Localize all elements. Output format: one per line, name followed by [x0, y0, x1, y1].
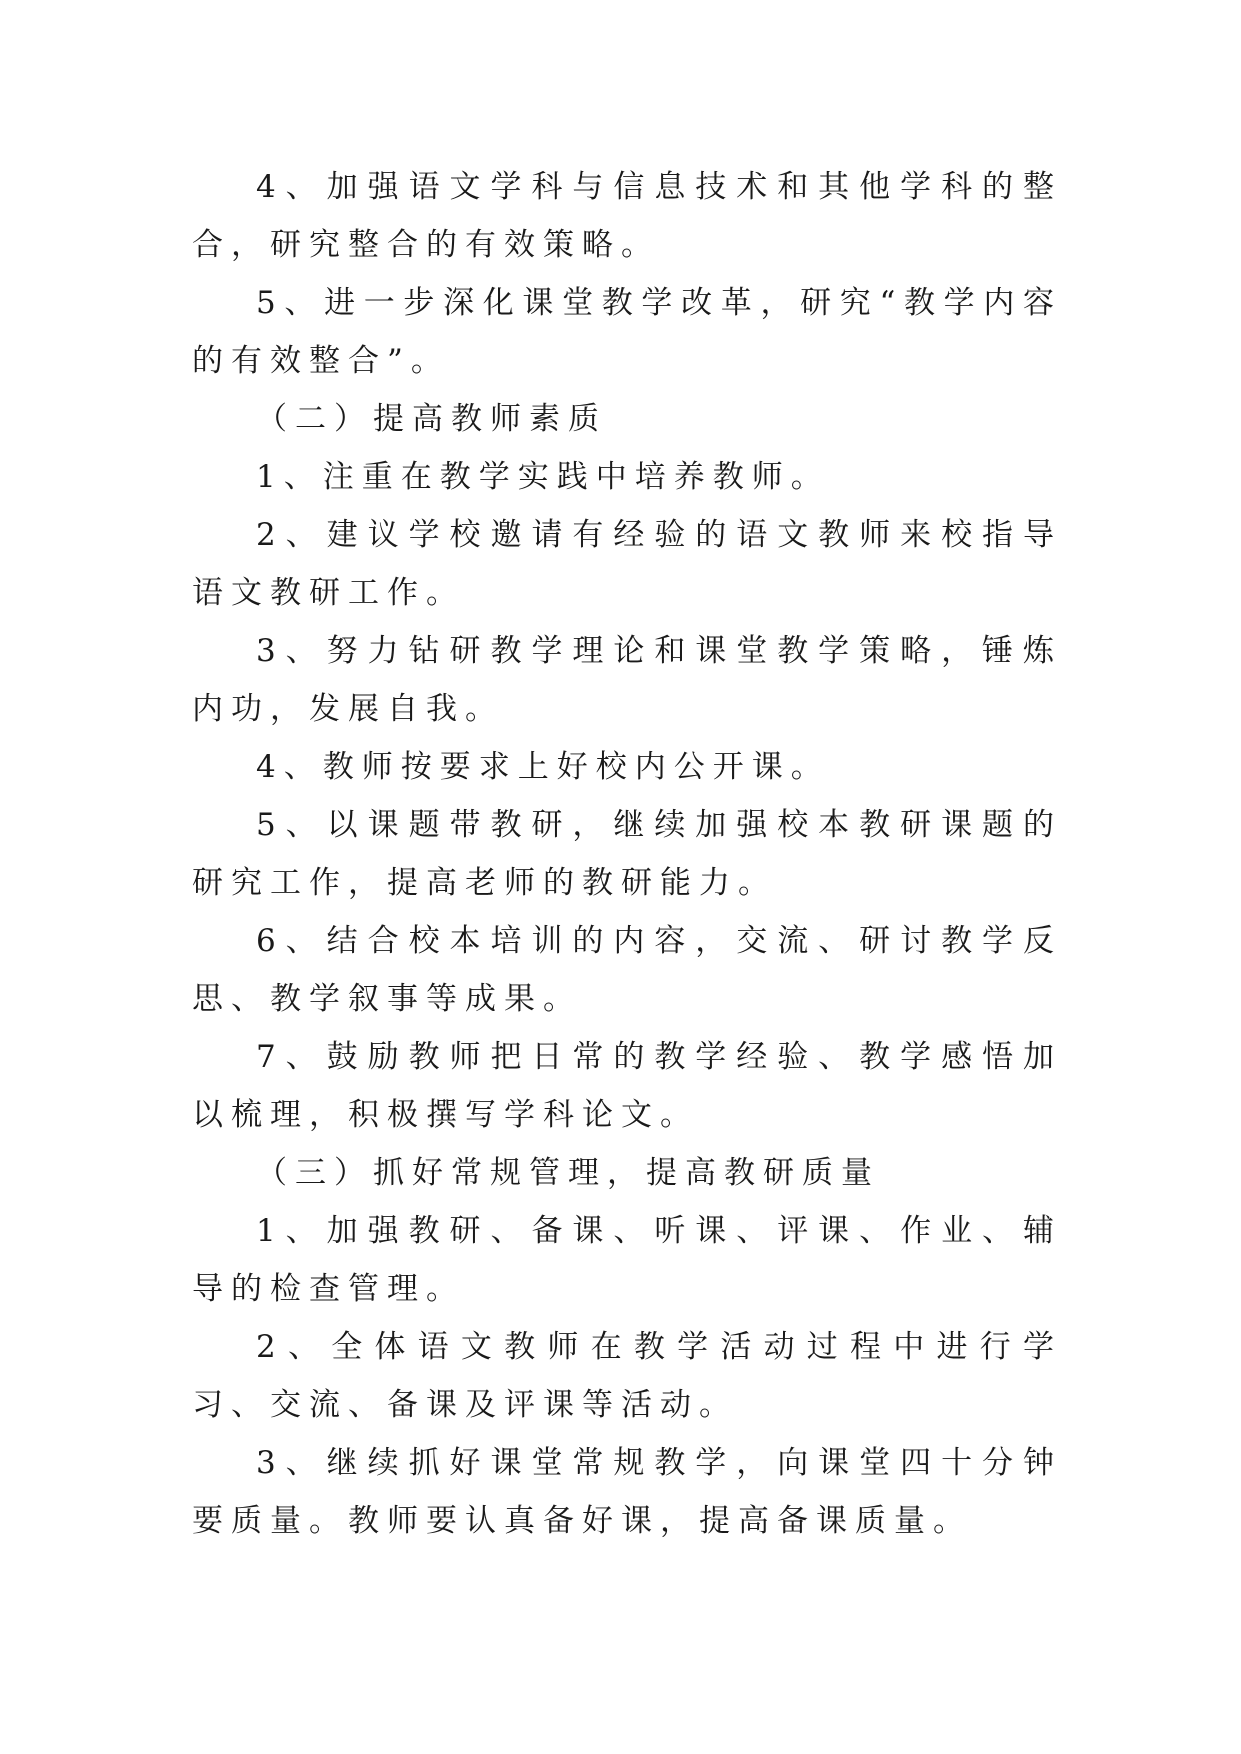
- paragraph-item: 1、加强教研、备课、听课、评课、作业、辅导的检查管理。: [192, 1213, 1062, 1307]
- paragraph-item: 3、继续抓好课堂常规教学，向课堂四十分钟要质量。教师要认真备好课，提高备课质量。: [192, 1445, 1062, 1539]
- section-heading: （二）提高教师素质: [256, 401, 607, 437]
- document-body: [192, 158, 1062, 1550]
- paragraph-item: 7、鼓励教师把日常的教学经验、教学感悟加以梳理，积极撰写学科论文。: [192, 1039, 1062, 1133]
- section-heading: （三）抓好常规管理，提高教研质量: [256, 1155, 880, 1191]
- paragraph-item: 2、全体语文教师在教学活动过程中进行学习、交流、备课及评课等活动。: [192, 1329, 1062, 1423]
- paragraph-item: 1、注重在教学实践中培养教师。: [256, 459, 830, 495]
- paragraph-item: 4、教师按要求上好校内公开课。: [256, 749, 830, 785]
- paragraph-item: 5、以课题带教研，继续加强校本教研课题的研究工作，提高老师的教研能力。: [192, 807, 1062, 901]
- paragraph-item: 6、结合校本培训的内容，交流、研讨教学反思、教学叙事等成果。: [192, 923, 1062, 1017]
- paragraph-item: 2、建议学校邀请有经验的语文教师来校指导语文教研工作。: [192, 517, 1062, 611]
- paragraph-item: 4、加强语文学科与信息技术和其他学科的整合，研究整合的有效策略。: [192, 169, 1062, 263]
- paragraph-item: 3、努力钻研教学理论和课堂教学策略，锤炼内功，发展自我。: [192, 633, 1062, 727]
- paragraph-item: 5、进一步深化课堂教学改革，研究“教学内容的有效整合”。: [192, 285, 1062, 379]
